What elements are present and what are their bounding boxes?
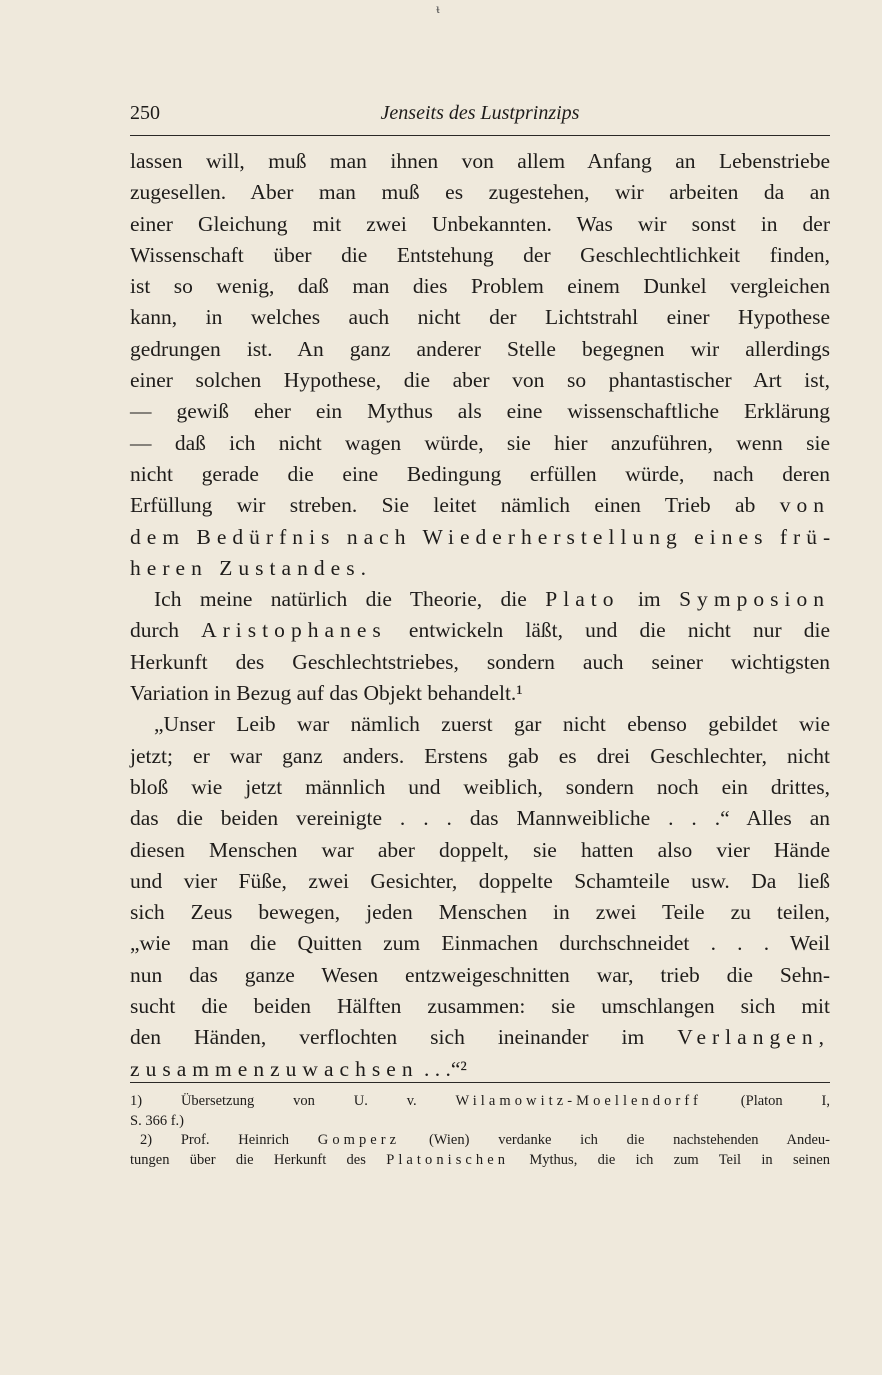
body-line: und vier Füße, zwei Gesichter, doppelte Schamteile usw. Da ließ (130, 868, 830, 893)
body-line: sucht die beiden Hälften zusammen: sie umschlangen sich mit (130, 994, 830, 1019)
body-line: nicht gerade die eine Bedingung erfüllen würde, nach deren (130, 461, 830, 486)
footnote-spaced-name: Gomperz (317, 1132, 401, 1148)
footnotes (130, 1092, 830, 1170)
body-line: „Unser Leib war nämlich zuerst gar nicht ebenso gebildet wie (154, 712, 830, 737)
page-header (130, 102, 830, 132)
spaced-word: zusammenzuwachsen (130, 1056, 419, 1081)
body-text-segment: im (637, 587, 661, 612)
footnote-line (130, 1151, 830, 1171)
body-line: kann, in welches auch nicht der Lichtstrahl einer Hypothese (130, 305, 830, 330)
footnote-text: (Platon I, (740, 1093, 831, 1109)
body-line (130, 553, 830, 584)
footnote-text: 2) Prof. Heinrich (140, 1132, 289, 1148)
body-line: Variation in Bezug auf das Objekt behandelt.¹ (130, 681, 523, 706)
body-line (130, 615, 830, 646)
body-line-spaced: dem Bedürfnis nach Wiederherstellung eines frü- (130, 524, 837, 549)
footnote-text: (Wien) verdanke ich die nachstehenden Andeu- (428, 1132, 831, 1148)
body-text-segment: durch (130, 618, 179, 643)
body-text-segment: Ich meine natürlich die Theorie, die (154, 587, 527, 612)
spaced-phrase: heren Zustandes. (130, 555, 372, 580)
body-text-segment: entwickeln läßt, und die nicht nur die (408, 618, 831, 643)
page-number: 250 (130, 102, 160, 124)
body-text-segment: . . .“² (418, 1056, 467, 1081)
body-line: Herkunft des Geschlechtstriebes, sondern auch seiner wichtigsten (130, 649, 830, 674)
footnote-line (130, 1131, 830, 1151)
footnote-text: tungen über die Herkunft des (130, 1151, 366, 1168)
spaced-word: Plato (545, 587, 620, 612)
body-line (130, 1054, 830, 1085)
footnote-text: 1) Übersetzung von U. v. (130, 1093, 417, 1109)
body-line: einer Gleichung mit zwei Unbekannten. Was wir sonst in der (130, 211, 830, 236)
footnote-rule (130, 1082, 830, 1083)
body-line: — daß ich nicht wagen würde, sie hier anzuführen, wenn sie (130, 430, 830, 455)
body-line: das die beiden vereinigte . . . das Mannweibliche . . .“ Alles an (130, 806, 830, 831)
body-text-segment: Erfüllung wir streben. Sie leitet nämlich einen Trieb ab (130, 493, 756, 518)
body-line: lassen will, muß man ihnen von allem Anfang an Lebenstriebe (130, 149, 830, 173)
spaced-word: Verlangen, (677, 1025, 831, 1050)
footnote-spaced-name: Wilamowitz-Moellendorff (455, 1093, 702, 1109)
footnote-text: Mythus, die ich zum Teil in seinen (529, 1151, 831, 1168)
body-line (130, 490, 830, 521)
body-line: sich Zeus bewegen, jeden Menschen in zwei Teile zu teilen, (130, 900, 830, 925)
spaced-word: Symposion (679, 587, 831, 612)
body-line: nun das ganze Wesen entzweigeschnitten war, trieb die Sehn- (130, 962, 830, 987)
footnote-spaced-name: Platonischen (386, 1151, 510, 1168)
body-line: Wissenschaft über die Entstehung der Geschlechtlichkeit finden, (130, 242, 830, 267)
header-rule (130, 135, 830, 136)
body-line: gedrungen ist. An ganz anderer Stelle begegnen wir allerdings (130, 336, 830, 361)
body-line: bloß wie jetzt männlich und weiblich, sondern noch ein drittes, (130, 774, 830, 799)
body-line: jetzt; er war ganz anders. Erstens gab es drei Geschlechter, nicht (130, 743, 830, 768)
body-line: — gewiß eher ein Mythus als eine wissenschaftliche Erklärung (130, 399, 830, 424)
running-title: Jenseits des Lustprinzips (380, 102, 580, 124)
top-margin-mark: ᵼ (436, 2, 440, 17)
body-line: zugesellen. Aber man muß es zugestehen, wir arbeiten da an (130, 180, 830, 205)
body-text-segment: den Händen, verflochten sich ineinander im (130, 1025, 645, 1050)
body-text (130, 146, 837, 1085)
spaced-word: Aristophanes (201, 618, 387, 643)
body-line: diesen Menschen war aber doppelt, sie hatten also vier Hände (130, 837, 830, 862)
body-line (130, 1022, 830, 1053)
body-line: „wie man die Quitten zum Einmachen durchschneidet . . . Weil (130, 931, 830, 956)
footnote-line: S. 366 f.) (130, 1112, 184, 1129)
spaced-word: von (779, 493, 830, 518)
body-line: ist so wenig, daß man dies Problem einem Dunkel vergleichen (130, 274, 830, 299)
body-line: einer solchen Hypothese, die aber von so phantastischer Art ist, (130, 368, 830, 393)
body-line (130, 584, 830, 615)
footnote-line (130, 1092, 830, 1112)
